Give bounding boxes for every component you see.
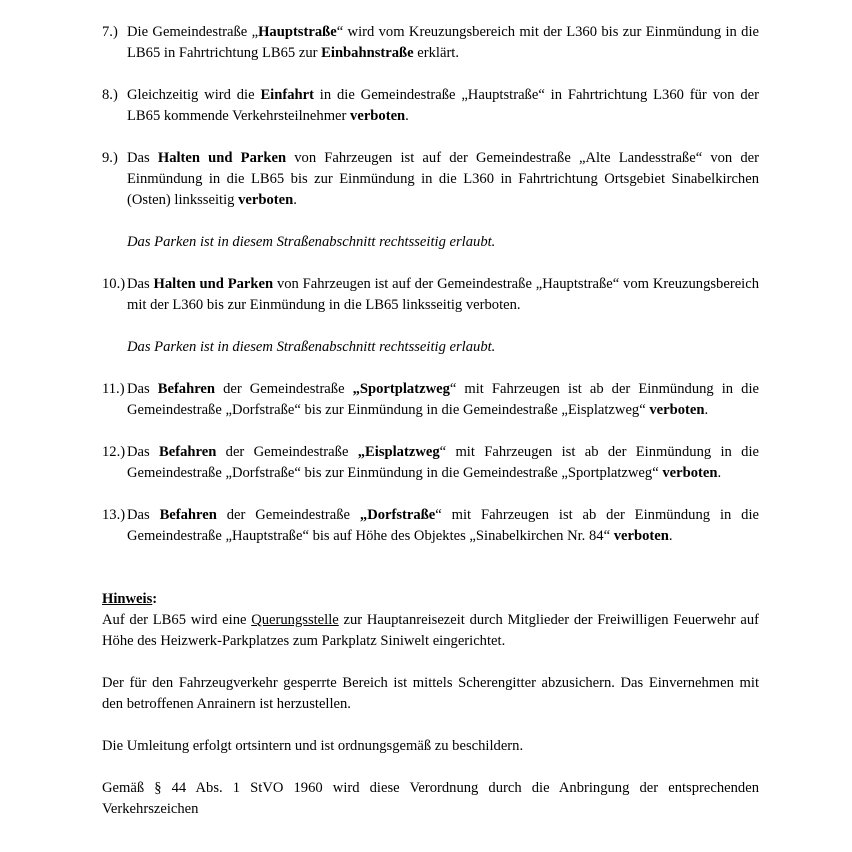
list-item-11 bbox=[102, 379, 759, 421]
hinweis-paragraph-3: Die Umleitung erfolgt ortsintern und ist ordnungsgemäß zu beschildern. bbox=[102, 738, 524, 754]
item-text: Das Befahren der Gemeindestraße „Eisplatzweg“ mit Fahrzeugen ist ab der Einmündung in die Gemeindestraße „Dorfstraße“ bis zur Einmündung in die Gemeindestraße „Sportplatzweg“ verboten. bbox=[127, 444, 759, 481]
hinweis-paragraph-2: Der für den Fahrzeugverkehr gesperrte Bereich ist mittels Scherengitter abzusichern. Das Einvernehmen mit den betroffenen Anrainern ist herzustellen. bbox=[102, 675, 759, 712]
hinweis-heading: Hinweis bbox=[102, 591, 153, 607]
item-text: Die Gemeindestraße „Hauptstraße“ wird vom Kreuzungsbereich mit der L360 bis zur Einmündung in die LB65 in Fahrtrichtung LB65 zur Einbahnstraße erklärt. bbox=[127, 24, 759, 61]
item-number: 12.) bbox=[102, 444, 126, 460]
list-item-8 bbox=[102, 85, 759, 127]
italic-note: Das Parken ist in diesem Straßenabschnitt rechtsseitig erlaubt. bbox=[127, 234, 496, 250]
item-number: 11.) bbox=[102, 381, 125, 397]
hinweis-section bbox=[102, 589, 759, 820]
item-number: 7.) bbox=[102, 24, 118, 40]
item-number: 10.) bbox=[102, 276, 126, 292]
hinweis-paragraph-1: Auf der LB65 wird eine Querungsstelle zur Hauptanreisezeit durch Mitglieder der Freiwilligen Feuerwehr auf Höhe des Heizwerk-Parkplatzes zum Parkplatz Siniwelt eingerichtet. bbox=[102, 612, 759, 649]
italic-note: Das Parken ist in diesem Straßenabschnitt rechtsseitig erlaubt. bbox=[127, 339, 496, 355]
item-number: 9.) bbox=[102, 150, 118, 166]
item-number: 8.) bbox=[102, 87, 118, 103]
list-item-12 bbox=[102, 442, 759, 484]
list-item-7 bbox=[102, 22, 759, 64]
hinweis-paragraph-4: Gemäß § 44 Abs. 1 StVO 1960 wird diese Verordnung durch die Anbringung der entsprechenden Verkehrszeichen bbox=[102, 780, 759, 817]
item-text: Das Halten und Parken von Fahrzeugen ist auf der Gemeindestraße „Hauptstraße“ vom Kreuzungsbereich mit der L360 bis zur Einmündung in die LB65 linksseitig verboten. bbox=[127, 276, 759, 313]
item-text: Gleichzeitig wird die Einfahrt in die Gemeindestraße „Hauptstraße“ in Fahrtrichtung L360 für von der LB65 kommende Verkehrsteilnehmer verboten. bbox=[127, 87, 759, 124]
item-text: Das Halten und Parken von Fahrzeugen ist auf der Gemeindestraße „Alte Landesstraße“ von der Einmündung in die LB65 bis zur Einmündung in die L360 in Fahrtrichtung Ortsgebiet Sinabelkirchen (Osten) linksseitig verboten. bbox=[127, 150, 760, 208]
item-number: 13.) bbox=[102, 507, 126, 523]
spacer bbox=[102, 568, 759, 589]
querungsstelle-underlined: Querungsstelle bbox=[251, 612, 339, 628]
list-item-10 bbox=[102, 274, 759, 316]
list-item-13 bbox=[102, 505, 759, 547]
hinweis-heading-line bbox=[102, 589, 759, 610]
item-text: Das Befahren der Gemeindestraße „Dorfstraße“ mit Fahrzeugen ist ab der Einmündung in die Gemeindestraße „Hauptstraße“ bis auf Höhe des Objektes „Sinabelkirchen Nr. 84“ verboten. bbox=[127, 507, 759, 544]
item-text: Das Befahren der Gemeindestraße „Sportplatzweg“ mit Fahrzeugen ist ab der Einmündung in die Gemeindestraße „Dorfstraße“ bis zur Einmündung in die Gemeindestraße „Eisplatzweg“ verboten. bbox=[127, 381, 759, 418]
document-page bbox=[102, 22, 759, 820]
hinweis-colon: : bbox=[152, 591, 158, 607]
list-item-9 bbox=[102, 148, 759, 211]
